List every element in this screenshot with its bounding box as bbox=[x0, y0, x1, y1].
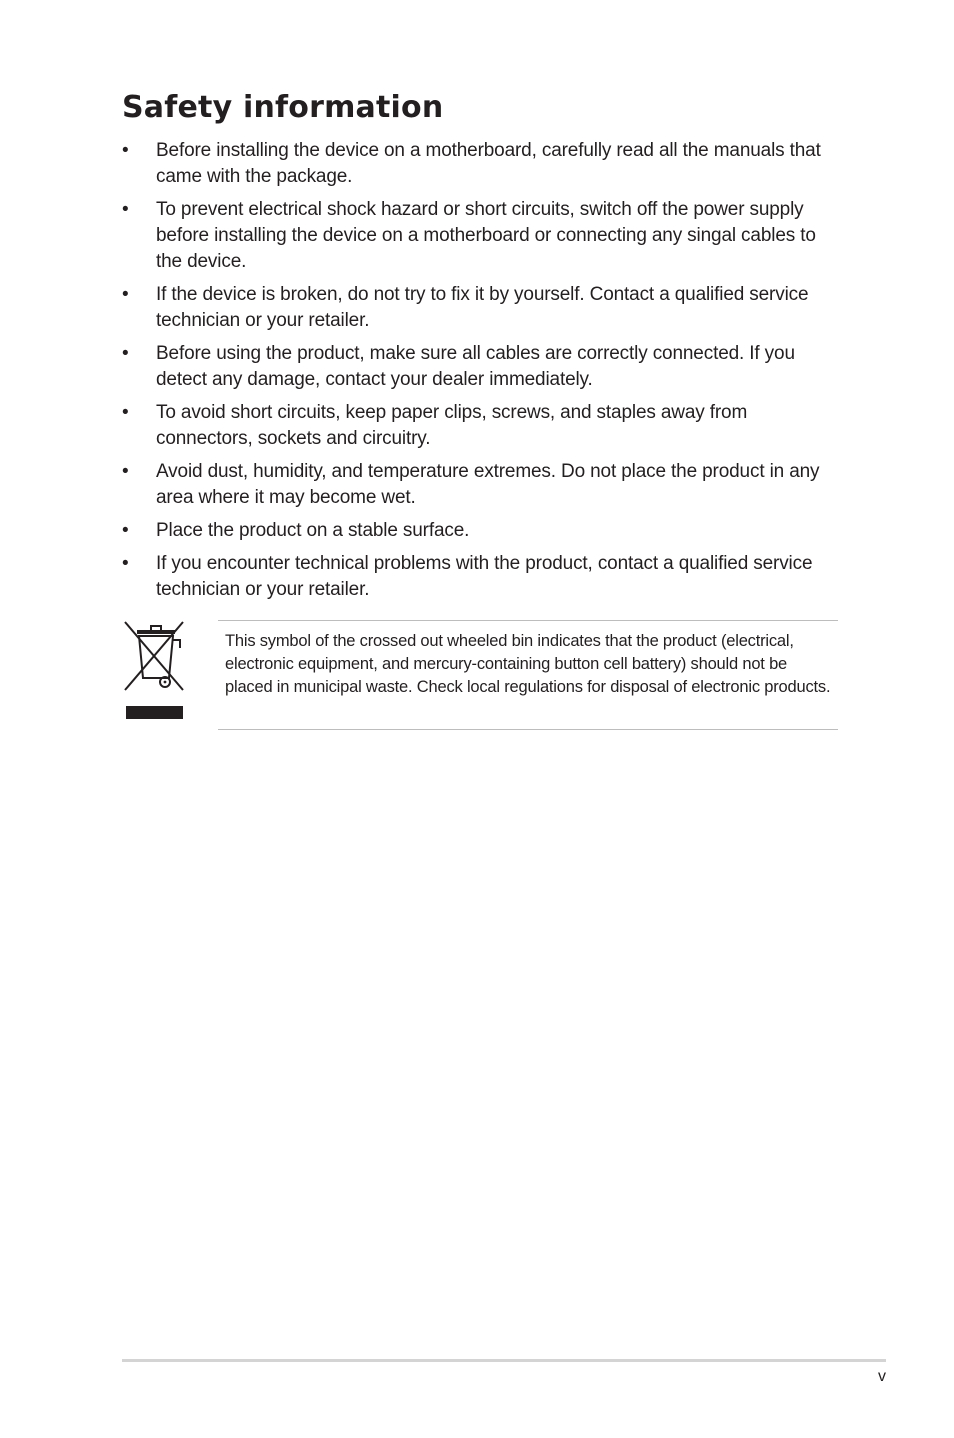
bullet-text: Place the product on a stable surface. bbox=[156, 520, 470, 541]
bullet-marker: • bbox=[122, 553, 129, 574]
list-item bbox=[122, 551, 842, 603]
notice-box bbox=[218, 620, 838, 730]
bullet-text: Before installing the device on a motherboard, carefully read all the manuals that came with the package. bbox=[156, 140, 821, 187]
bullet-marker: • bbox=[122, 199, 129, 220]
bullet-text: Before using the product, make sure all cables are correctly connected. If you detect any damage, contact your dealer immediately. bbox=[156, 343, 795, 390]
bullet-text: If you encounter technical problems with the product, contact a qualified service technician or your retailer. bbox=[156, 553, 813, 600]
weee-notice bbox=[122, 620, 838, 730]
bullet-text: Avoid dust, humidity, and temperature extremes. Do not place the product in any area where it may become wet. bbox=[156, 461, 820, 508]
bullet-marker: • bbox=[122, 343, 129, 364]
list-item bbox=[122, 341, 842, 393]
footer-divider bbox=[122, 1359, 886, 1362]
notice-text: This symbol of the crossed out wheeled bin indicates that the product (electrical, electronic equipment, and mercury-containing button cell battery) should not be placed in municipal waste. Check local regulations for disposal of electronic products. bbox=[225, 632, 831, 696]
list-item bbox=[122, 518, 842, 544]
list-item bbox=[122, 138, 842, 190]
bullet-text: If the device is broken, do not try to fix it by yourself. Contact a qualified service technician or your retailer. bbox=[156, 284, 809, 331]
bullet-text: To prevent electrical shock hazard or short circuits, switch off the power supply before installing the device on a motherboard or connecting any singal cables to the device. bbox=[156, 199, 816, 272]
page-title: Safety information bbox=[122, 90, 444, 125]
list-item bbox=[122, 282, 842, 334]
bullet-marker: • bbox=[122, 284, 129, 305]
bullet-marker: • bbox=[122, 520, 129, 541]
page-number: v bbox=[878, 1368, 886, 1385]
list-item bbox=[122, 197, 842, 275]
bullet-marker: • bbox=[122, 140, 129, 161]
list-item bbox=[122, 459, 842, 511]
crossed-out-wheeled-bin-icon bbox=[122, 620, 186, 720]
list-item bbox=[122, 400, 842, 452]
bullet-text: To avoid short circuits, keep paper clips, screws, and staples away from connectors, sockets and circuitry. bbox=[156, 402, 748, 449]
bullet-marker: • bbox=[122, 402, 129, 423]
safety-bullet-list bbox=[122, 138, 842, 610]
bullet-marker: • bbox=[122, 461, 129, 482]
